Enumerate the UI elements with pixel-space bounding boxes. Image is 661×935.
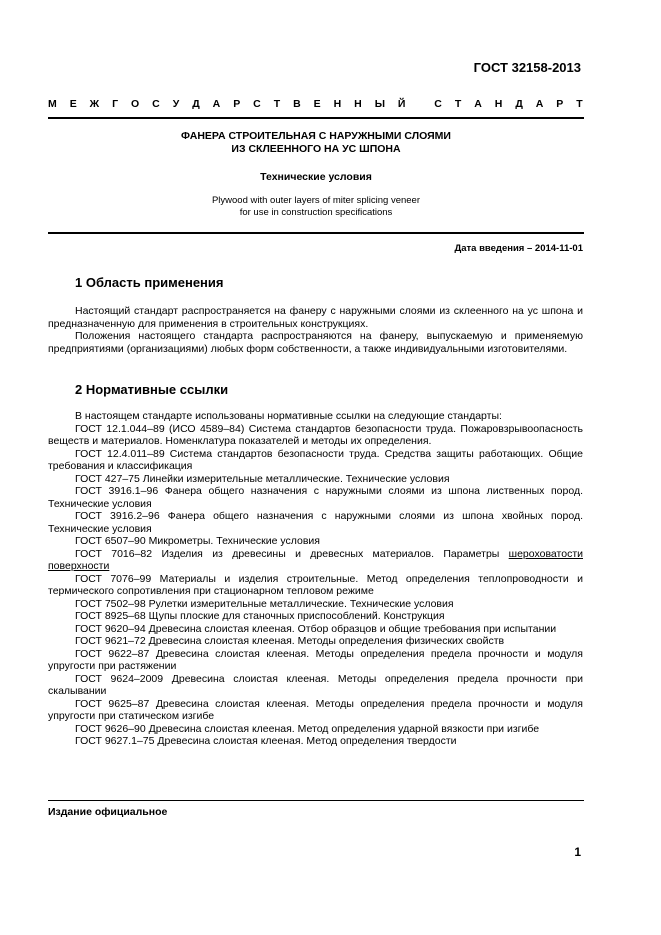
english-title-line-2: for use in construction specifications <box>239 207 393 218</box>
banner-letter: А <box>474 98 482 110</box>
banner-letter: Р <box>233 98 241 110</box>
banner-letter: В <box>293 98 301 110</box>
banner-letter: Й <box>397 98 406 110</box>
banner-letter <box>418 98 421 110</box>
reference-item: ГОСТ 7016–82 Изделия из древесины и древесных материалов. Параметры шероховатости поверхности <box>48 547 583 572</box>
banner-letter: Т <box>273 98 281 110</box>
reference-item: ГОСТ 9620–94 Древесина слоистая клееная. Отбор образцов и общие требования при испытании <box>75 622 557 635</box>
banner-letter: Н <box>354 98 362 110</box>
interstate-standard-banner <box>48 98 583 110</box>
banner-letter: Ы <box>374 98 385 110</box>
official-edition-label: Издание официальное <box>48 806 168 818</box>
reference-item: ГОСТ 6507–90 Микрометры. Технические условия <box>75 535 320 547</box>
references-intro: В настоящем стандарте использованы нормативные ссылки на следующие стандарты: <box>75 410 502 422</box>
document-subtitle: Технические условия <box>260 171 372 183</box>
banner-letter: М <box>48 98 57 110</box>
banner-letter: Д <box>515 98 523 110</box>
english-title <box>48 195 584 219</box>
gost-number: ГОСТ 32158-2013 <box>473 60 581 75</box>
title-line-1: ФАНЕРА СТРОИТЕЛЬНАЯ С НАРУЖНЫМИ СЛОЯМИ <box>181 130 451 142</box>
reference-item: ГОСТ 3916.1–96 Фанера общего назначения с наружными слоями из шпона лиственных пород. Технические условия <box>48 485 583 510</box>
english-title-line-1: Plywood with outer layers of miter splicing veneer <box>211 195 421 206</box>
section-1-paragraph: Положения настоящего стандарта распространяются на фанеру, выпускаемую и применяемую предприятиями (организациями) любых форм собственности, а также индивидуальными изготовителями. <box>48 330 583 355</box>
normative-references-list <box>48 410 583 748</box>
reference-item: ГОСТ 9621–72 Древесина слоистая клееная. Методы определения физических свойств <box>75 635 505 647</box>
banner-letter: О <box>131 98 140 110</box>
banner-letter: Н <box>333 98 342 110</box>
header-rule <box>48 117 584 119</box>
reference-item: ГОСТ 12.1.044–89 (ИСО 4589–84) Система стандартов безопасности труда. Пожаровзрывоопасность веществ и материалов. Номенклатура показателей и методы их определения. <box>48 422 583 447</box>
banner-letter: С <box>434 98 442 110</box>
banner-letter: Е <box>69 98 77 110</box>
banner-letter: Р <box>556 98 564 110</box>
section-1-body <box>48 305 583 355</box>
banner-letter: Н <box>494 98 503 110</box>
document-title <box>48 130 584 156</box>
banner-letter: Г <box>112 98 119 110</box>
banner-letter: Д <box>192 98 200 110</box>
reference-item: ГОСТ 9625–87 Древесина слоистая клееная. Методы определения предела прочности и модуля упругости при статическом изгибе <box>48 697 583 722</box>
banner-letter: Т <box>576 98 583 110</box>
banner-letter: Т <box>454 98 462 110</box>
reference-item: ГОСТ 9627.1–75 Древесина слоистая клееная. Метод определения твердости <box>75 735 457 747</box>
title-rule <box>48 232 584 234</box>
reference-item: ГОСТ 7076–99 Материалы и изделия строительные. Метод определения теплопроводности и термического сопротивления при стационарном тепловом режиме <box>48 572 583 597</box>
reference-item: ГОСТ 8925–68 Щупы плоские для станочных приспособлений. Конструкция <box>75 610 445 622</box>
reference-item: ГОСТ 427–75 Линейки измерительные металлические. Технические условия <box>75 472 450 485</box>
banner-letter: Ж <box>89 98 100 110</box>
underlined-term: шероховатости поверхности <box>48 547 583 572</box>
banner-letter: С <box>152 98 160 110</box>
section-2-heading: 2 Нормативные ссылки <box>75 382 229 397</box>
reference-item: ГОСТ 9626–90 Древесина слоистая клееная. Метод определения ударной вязкости при изгибе <box>75 722 540 735</box>
banner-letter: А <box>535 98 544 110</box>
banner-letter: Е <box>313 98 321 110</box>
introduction-date: Дата введения – 2014-11-01 <box>454 243 583 254</box>
banner-letter: С <box>253 98 261 110</box>
reference-item: ГОСТ 9622–87 Древесина слоистая клееная. Методы определения предела прочности и модуля упругости при растяжении <box>48 647 583 672</box>
reference-item: ГОСТ 12.4.011–89 Система стандартов безопасности труда. Средства защиты работающих. Общие требования и классификация <box>48 447 583 472</box>
banner-letter: У <box>172 98 180 110</box>
section-1-paragraph: Настоящий стандарт распространяется на фанеру с наружными слоями из склеенного на ус шпона и предназначенную для применения в строительных конструкциях. <box>48 305 583 330</box>
banner-letter: А <box>212 98 221 110</box>
section-1-heading: 1 Область применения <box>75 275 224 290</box>
title-line-2: ИЗ СКЛЕЕННОГО НА УС ШПОНА <box>231 143 401 155</box>
reference-item: ГОСТ 9624–2009 Древесина слоистая клееная. Методы определения предела прочности при скалывании <box>48 672 583 697</box>
reference-item: ГОСТ 7502–98 Рулетки измерительные металлические. Технические условия <box>75 597 454 610</box>
page-number: 1 <box>574 845 581 859</box>
footer-rule <box>48 800 584 801</box>
reference-item: ГОСТ 3916.2–96 Фанера общего назначения с наружными слоями из шпона хвойных пород. Технические условия <box>48 510 583 535</box>
